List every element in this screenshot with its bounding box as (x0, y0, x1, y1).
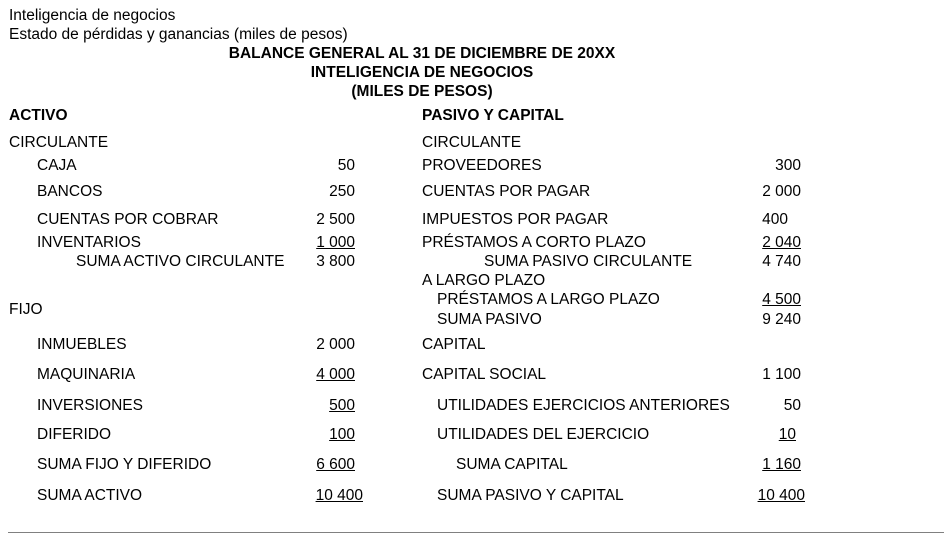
prestamos-largo-value: 4 500 (762, 291, 801, 308)
pasivo-circulante-heading: CIRCULANTE (422, 134, 522, 151)
suma-pasivo-label: SUMA PASIVO (437, 311, 542, 328)
capital-social-label: CAPITAL SOCIAL (422, 366, 547, 383)
suma-capital-label: SUMA CAPITAL (456, 456, 568, 473)
pasivo-heading: PASIVO Y CAPITAL (422, 107, 564, 124)
company-name: Inteligencia de negocios (9, 7, 176, 24)
suma-activo-label: SUMA ACTIVO (37, 487, 143, 504)
inventarios-value: 1 000 (316, 234, 355, 251)
bottom-divider (8, 532, 944, 533)
maquinaria-label: MAQUINARIA (37, 366, 136, 383)
activo-heading: ACTIVO (9, 107, 68, 124)
caja-value: 50 (337, 157, 355, 174)
utilidades-anteriores-label: UTILIDADES EJERCICIOS ANTERIORES (437, 397, 730, 414)
diferido-label: DIFERIDO (37, 426, 112, 443)
suma-fijo-label: SUMA FIJO Y DIFERIDO (37, 456, 212, 473)
activo-circulante-heading: CIRCULANTE (9, 134, 109, 151)
prestamos-corto-value: 2 040 (762, 234, 801, 251)
caja-label: CAJA (37, 157, 77, 174)
largo-plazo-heading: A LARGO PLAZO (422, 272, 546, 289)
prestamos-largo-label: PRÉSTAMOS A LARGO PLAZO (437, 291, 660, 308)
suma-fijo-value: 6 600 (316, 456, 355, 473)
prestamos-corto-label: PRÉSTAMOS A CORTO PLAZO (422, 234, 646, 251)
maquinaria-value: 4 000 (316, 366, 355, 383)
impuestos-label: IMPUESTOS POR PAGAR (422, 211, 609, 228)
suma-capital-value: 1 160 (762, 456, 801, 473)
utilidades-ejercicio-value: 10 (778, 426, 796, 443)
cuentas-cobrar-value: 2 500 (316, 211, 355, 228)
suma-pasivo-capital-label: SUMA PASIVO Y CAPITAL (437, 487, 624, 504)
bancos-label: BANCOS (37, 183, 103, 200)
suma-pasivo-capital-value: 10 400 (757, 487, 805, 504)
cuentas-cobrar-label: CUENTAS POR COBRAR (37, 211, 219, 228)
impuestos-value: 400 (762, 211, 788, 228)
report-title: BALANCE GENERAL AL 31 DE DICIEMBRE DE 20XX (228, 45, 616, 62)
suma-activo-value: 10 400 (315, 487, 363, 504)
inmuebles-label: INMUEBLES (37, 336, 127, 353)
suma-pasivo-circulante-value: 4 740 (762, 253, 801, 270)
diferido-value: 100 (329, 426, 355, 443)
proveedores-label: PROVEEDORES (422, 157, 542, 174)
suma-pasivo-circulante-label: SUMA PASIVO CIRCULANTE (484, 253, 693, 270)
inversiones-value: 500 (329, 397, 355, 414)
cuentas-pagar-label: CUENTAS POR PAGAR (422, 183, 591, 200)
report-units-title: (MILES DE PESOS) (351, 83, 493, 100)
utilidades-anteriores-value: 50 (783, 397, 801, 414)
proveedores-value: 300 (775, 157, 801, 174)
inversiones-label: INVERSIONES (37, 397, 143, 414)
suma-activo-circulante-value: 3 800 (316, 253, 355, 270)
report-company-title: INTELIGENCIA DE NEGOCIOS (310, 64, 534, 81)
suma-pasivo-value: 9 240 (762, 311, 801, 328)
inventarios-label: INVENTARIOS (37, 234, 141, 251)
cuentas-pagar-value: 2 000 (762, 183, 801, 200)
suma-activo-circulante-label: SUMA ACTIVO CIRCULANTE (76, 253, 285, 270)
utilidades-ejercicio-label: UTILIDADES DEL EJERCICIO (437, 426, 650, 443)
activo-fijo-heading: FIJO (9, 301, 43, 318)
bancos-value: 250 (329, 183, 355, 200)
report-subtitle: Estado de pérdidas y ganancias (miles de pesos) (9, 26, 348, 43)
capital-heading: CAPITAL (422, 336, 486, 353)
inmuebles-value: 2 000 (316, 336, 355, 353)
capital-social-value: 1 100 (762, 366, 801, 383)
